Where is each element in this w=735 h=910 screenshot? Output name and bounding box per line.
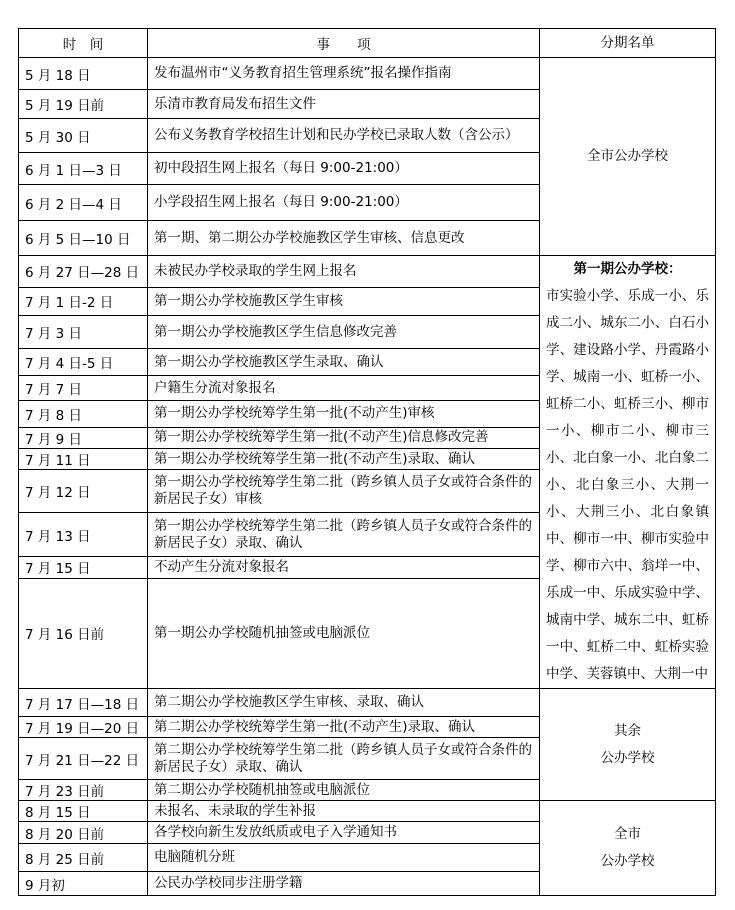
row-time: 5 月 19 日前 (19, 90, 148, 119)
row-event: 初中段招生网上报名（每日 9:00-21:00） (148, 153, 540, 185)
row-time: 7 月 23 日前 (19, 780, 148, 801)
row-time: 7 月 13 日 (19, 513, 148, 557)
group-title: 第一期公办学校： (573, 261, 682, 277)
row-time: 7 月 12 日 (19, 470, 148, 513)
group-cell (540, 58, 716, 256)
group-cell (540, 689, 716, 801)
row-event: 第二期公办学校统筹学生第二批（跨乡镇人员子女或符合条件的新居民子女）录取、确认 (148, 738, 540, 780)
group-label: 市实验小学、乐成一小、乐成二小、城东二小、白石小学、建设路小学、丹霞路小学、城南一小、虹桥一小、虹桥二小、虹桥三小、柳市一小、柳市二小、柳市三小、北白象一小、北白象二小、北白象三小、大荆一小、大荆三小、北白象镇中、柳市一中、柳市实验中学、柳市六中、翁垟一中、乐成一中、乐成实验中学、城南中学、城东二中、虹桥一中、虹桥二中、虹桥实验中学、芙蓉镇中、大荆一中 (546, 288, 709, 682)
row-time: 8 月 15 日 (19, 801, 148, 822)
table-row (19, 689, 716, 717)
row-event: 乐清市教育局发布招生文件 (148, 90, 540, 119)
row-event: 不动产生分流对象报名 (148, 557, 540, 578)
row-time: 7 月 7 日 (19, 376, 148, 401)
table-row (19, 58, 716, 90)
row-time: 9 月初 (19, 872, 148, 896)
row-event: 第一期公办学校施教区学生信息修改完善 (148, 316, 540, 349)
row-time: 5 月 30 日 (19, 119, 148, 153)
row-event: 第一期公办学校统筹学生第一批(不动产生)审核 (148, 400, 540, 427)
row-time: 7 月 19 日—20 日 (19, 717, 148, 738)
row-event: 电脑随机分班 (148, 844, 540, 872)
row-event: 未被民办学校录取的学生网上报名 (148, 256, 540, 288)
row-time: 6 月 2 日—4 日 (19, 185, 148, 221)
row-time: 6 月 27 日—28 日 (19, 256, 148, 288)
row-event: 第一期公办学校统筹学生第二批（跨乡镇人员子女或符合条件的新居民子女）录取、确认 (148, 513, 540, 557)
row-event: 第一期公办学校施教区学生录取、确认 (148, 348, 540, 376)
row-event: 第一期公办学校施教区学生审核 (148, 287, 540, 316)
header-time: 时 间 (19, 29, 148, 58)
row-time: 5 月 18 日 (19, 58, 148, 90)
row-time: 7 月 8 日 (19, 400, 148, 427)
row-event: 各学校向新生发放纸质或电子入学通知书 (148, 822, 540, 844)
group-label: 其余 公办学校 (600, 722, 655, 766)
schedule-table (18, 28, 716, 896)
header-row (19, 29, 716, 58)
row-event: 第二期公办学校随机抽签或电脑派位 (148, 780, 540, 801)
group-cell (540, 256, 716, 689)
row-time: 6 月 5 日—10 日 (19, 221, 148, 256)
row-event: 发布温州市“义务教育招生管理系统”报名操作指南 (148, 58, 540, 90)
row-time: 6 月 1 日—3 日 (19, 153, 148, 185)
row-time: 7 月 16 日前 (19, 578, 148, 688)
row-time: 7 月 1 日-2 日 (19, 287, 148, 316)
row-event: 公布义务教育学校招生计划和民办学校已录取人数（含公示） (148, 119, 540, 153)
header-list: 分期名单 (540, 29, 716, 58)
row-event: 公民办学校同步注册学籍 (148, 872, 540, 896)
row-event: 第一期公办学校随机抽签或电脑派位 (148, 578, 540, 688)
row-time: 7 月 17 日—18 日 (19, 689, 148, 717)
group-label: 全市公办学校 (587, 148, 668, 164)
row-event: 未报名、未录取的学生补报 (148, 801, 540, 822)
row-time: 7 月 11 日 (19, 448, 148, 469)
row-event: 小学段招生网上报名（每日 9:00-21:00） (148, 185, 540, 221)
table-row (19, 256, 716, 288)
row-time: 7 月 9 日 (19, 427, 148, 448)
group-label: 全市 公办学校 (600, 826, 655, 869)
row-time: 8 月 20 日前 (19, 822, 148, 844)
row-event: 第二期公办学校施教区学生审核、录取、确认 (148, 689, 540, 717)
row-event: 第一期公办学校统筹学生第一批(不动产生)信息修改完善 (148, 427, 540, 448)
row-time: 7 月 4 日-5 日 (19, 348, 148, 376)
row-time: 7 月 15 日 (19, 557, 148, 578)
row-event: 第一期公办学校统筹学生第一批(不动产生)录取、确认 (148, 448, 540, 469)
group-cell (540, 801, 716, 896)
row-time: 7 月 3 日 (19, 316, 148, 349)
row-event: 第一期公办学校统筹学生第二批（跨乡镇人员子女或符合条件的新居民子女）审核 (148, 470, 540, 513)
table-row (19, 801, 716, 822)
row-event: 第一期、第二期公办学校施教区学生审核、信息更改 (148, 221, 540, 256)
row-time: 8 月 25 日前 (19, 844, 148, 872)
row-time: 7 月 21 日—22 日 (19, 738, 148, 780)
row-event: 第二期公办学校统筹学生第一批(不动产生)录取、确认 (148, 717, 540, 738)
header-event: 事 项 (148, 29, 540, 58)
row-event: 户籍生分流对象报名 (148, 376, 540, 401)
